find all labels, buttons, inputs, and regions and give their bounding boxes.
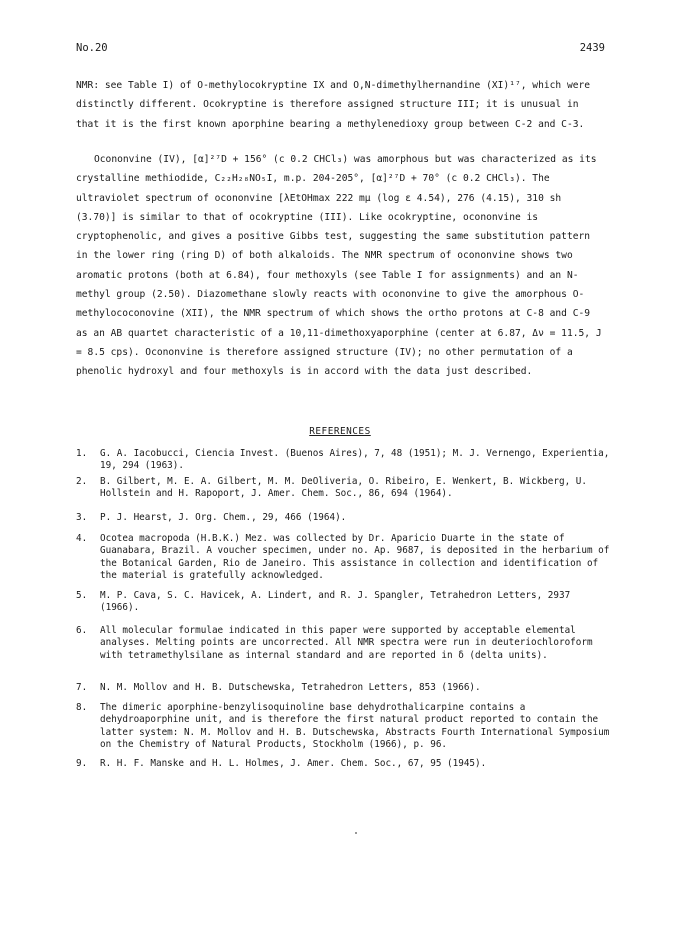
reference-item bbox=[76, 448, 610, 473]
reference-number: 7. bbox=[76, 682, 88, 693]
reference-text: P. J. Hearst, J. Org. Chem., 29, 466 (1964). bbox=[100, 512, 347, 523]
reference-text: R. H. F. Manske and H. L. Holmes, J. Amer. Chem. Soc., 67, 95 (1945). bbox=[100, 758, 487, 769]
reference-text: The dimeric aporphine-benzylisoquinoline base dehydrothalicarpine contains a dehydroaporphine unit, and is therefore the first natural product reported to contain the latter system: N. M. Mollov and H. B. Dutschewska, Abstracts Fourth International Symposium on the Chemistry of Natural Products, Stockholm (1966), p. 96. bbox=[100, 702, 610, 751]
reference-item bbox=[76, 476, 610, 501]
reference-number: 6. bbox=[76, 625, 88, 636]
reference-number: 3. bbox=[76, 512, 88, 523]
references-heading: REFERENCES bbox=[309, 426, 371, 437]
journal-issue-number: No.20 bbox=[76, 42, 108, 54]
reference-number: 8. bbox=[76, 702, 88, 713]
reference-item bbox=[76, 682, 610, 694]
paragraph-ocononvine bbox=[76, 150, 606, 382]
reference-text: B. Gilbert, M. E. A. Gilbert, M. M. DeOliveria, O. Ribeiro, E. Wenkert, B. Wickberg, U. Hollstein and H. Rapoport, J. Amer. Chem. Soc., 86, 694 (1964). bbox=[100, 476, 587, 500]
page-number: 2439 bbox=[579, 42, 605, 54]
reference-item bbox=[76, 590, 610, 615]
reference-item bbox=[76, 758, 610, 770]
reference-text: M. P. Cava, S. C. Havicek, A. Lindert, and R. J. Spangler, Tetrahedron Letters, 2937 (1966). bbox=[100, 590, 571, 614]
reference-item bbox=[76, 512, 610, 524]
paragraph-ocokryptine bbox=[76, 76, 606, 134]
reference-text: Ocotea macropoda (H.B.K.) Mez. was collected by Dr. Aparicio Duarte in the state of Guanabara, Brazil. A voucher specimen, under no. Ap. 9687, is deposited in the herbarium of the Botanical Garden, Rio de Janeiro. This assistance in collection and identification of the material is gratefully acknowledged. bbox=[100, 533, 610, 582]
reference-item bbox=[76, 625, 610, 662]
reference-number: 1. bbox=[76, 448, 88, 459]
reference-number: 5. bbox=[76, 590, 88, 601]
reference-text: N. M. Mollov and H. B. Dutschewska, Tetrahedron Letters, 853 (1966). bbox=[100, 682, 481, 693]
reference-text: All molecular formulae indicated in this paper were supported by acceptable elemental analyses. Melting points are uncorrected. All NMR spectra were run in deuteriochloroform with tetramethylsilane as internal standard and are reported in δ (delta units). bbox=[100, 625, 593, 661]
reference-item bbox=[76, 533, 610, 583]
reference-number: 2. bbox=[76, 476, 88, 487]
scan-speck bbox=[355, 832, 357, 834]
reference-item bbox=[76, 702, 610, 752]
reference-text: G. A. Iacobucci, Ciencia Invest. (Buenos Aires), 7, 48 (1951); M. J. Vernengo, Experientia, 19, 294 (1963). bbox=[100, 448, 610, 472]
paragraph-text: NMR: see Table I) of O-methylocokryptine IX and O,N-dimethylhernandine (XI)¹⁷, which were distinctly different. Ocokryptine is therefore assigned structure III; it is unusual in that it is the first known aporphine bearing a methylenedioxy group between C-2 and C-3. bbox=[76, 80, 591, 130]
paragraph-text: Ocononvine (IV), [α]²⁷D + 156° (c 0.2 CHCl₃) was amorphous but was characterized as its crystalline methiodide, C₂₂H₂₈NO₅I, m.p. 204-205°, [α]²⁷D + 70° (c 0.2 CHCl₃). The ultraviolet spectrum of ocononvine [λEtOHmax 222 mμ (log ε 4.54), 276 (4.15), 310 sh (3.70)] is similar to that of ocokryptine (III). Like ocokryptine, ocononvine is cryptophenolic, and gives a positive Gibbs test, suggesting the same substitution pattern in the lower ring (ring D) of both alkaloids. The NMR spectrum of ocononvine shows two aromatic protons (both at 6.84), four methoxyls (see Table I for assignments) and an N-methyl group (2.50). Diazomethane slowly reacts with ocononvine to give the amorphous O-methylococonovine (XII), the NMR spectrum of which shows the ortho protons at C-8 and C-9 as an AB quartet characteristic of a 10,11-dimethoxyaporphine (center at 6.87, Δν = 11.5, J = 8.5 cps). Ocononvine is therefore assigned structure (IV); no other permutation of a phenolic hydroxyl and four methoxyls is in accord with the data just described. bbox=[76, 154, 602, 378]
reference-number: 9. bbox=[76, 758, 88, 769]
reference-number: 4. bbox=[76, 533, 88, 544]
